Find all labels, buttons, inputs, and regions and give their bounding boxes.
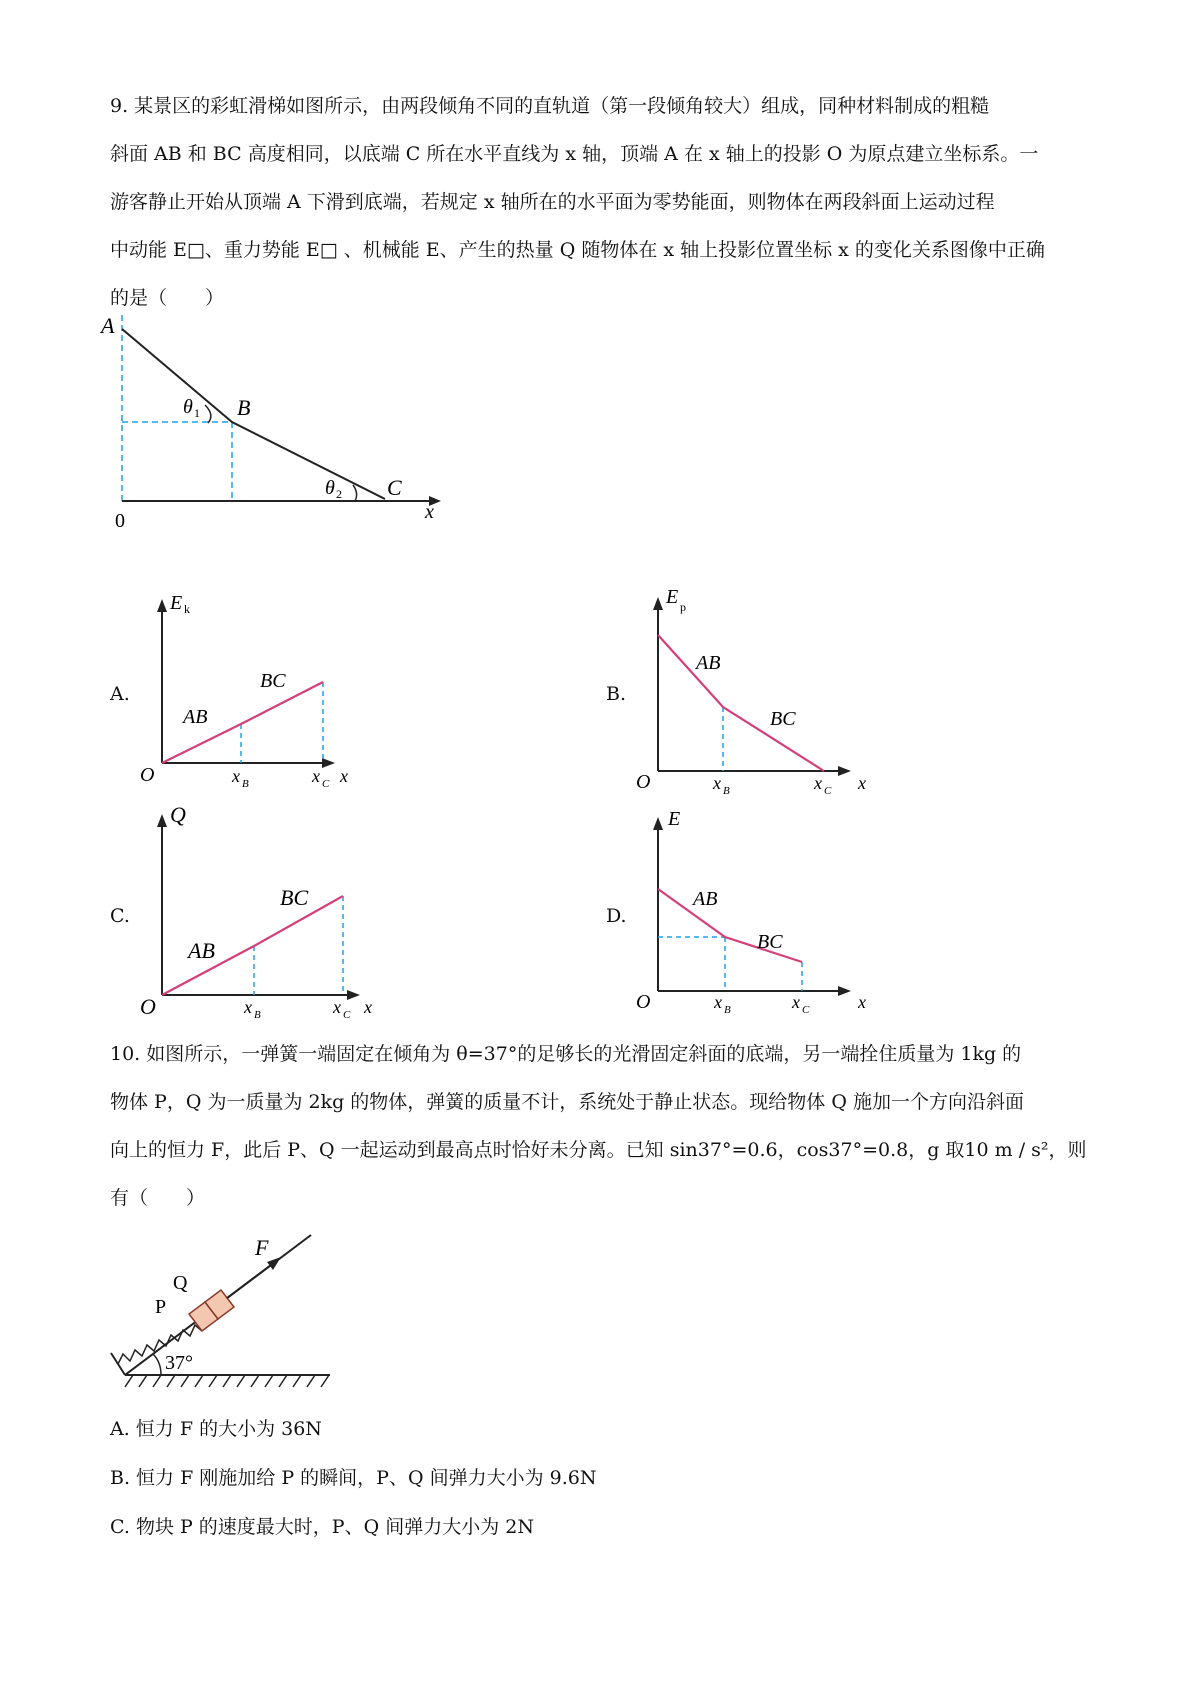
- q10-option-C[interactable]: C. 物块 P 的速度最大时，P、Q 间弹力大小为 2N: [110, 1516, 534, 1538]
- q10-line-4: 有（ ）: [110, 1187, 206, 1209]
- label-B: B: [237, 395, 251, 420]
- y-axis-label: E: [170, 592, 183, 614]
- q9-line-3: 游客静止开始从顶端 A 下滑到底端，若规定 x 轴所在的水平面为零势能面，则物体在两段斜面上运动过程: [110, 191, 995, 213]
- y-axis-sub: p: [680, 600, 686, 614]
- origin-label: O: [140, 764, 155, 786]
- segment-AB-label: AB: [188, 938, 215, 963]
- theta2-arc: [353, 485, 357, 501]
- xC-label: x: [333, 997, 341, 1017]
- label-x: x: [425, 501, 434, 523]
- xB-label: x: [713, 773, 721, 793]
- q10-option-B[interactable]: B. 恒力 F 刚施加给 P 的瞬间，P、Q 间弹力大小为 9.6N: [110, 1467, 597, 1489]
- x-label: x: [858, 992, 866, 1012]
- xC-sub: C: [322, 778, 330, 790]
- label-theta2-sub: 2: [336, 487, 342, 501]
- xC-label: x: [312, 766, 320, 786]
- xB-sub: B: [254, 1009, 261, 1021]
- label-angle: 37°: [165, 1352, 193, 1374]
- y-axis-sub: k: [184, 602, 190, 616]
- q10-line-3: 向上的恒力 F，此后 P、Q 一起运动到最高点时恰好未分离。已知 sin37°=0.6，cos37°=0.8，g 取10 m / s²，则: [110, 1139, 1087, 1161]
- segment-BC-label: BC: [770, 708, 796, 730]
- origin-label: O: [140, 994, 156, 1019]
- label-F: F: [255, 1235, 269, 1260]
- segment-AB-label: AB: [693, 888, 718, 910]
- xB-label: x: [232, 766, 240, 786]
- angle-arc: [153, 1354, 161, 1375]
- segment-BC-label: BC: [280, 885, 309, 910]
- q10-line-2: 物体 P，Q 为一质量为 2kg 的物体，弹簧的质量不计，系统处于静止状态。现给物体 Q 施加一个方向沿斜面: [110, 1091, 1024, 1113]
- segment-AB-label: AB: [183, 706, 208, 728]
- track-AB-BC: [122, 329, 385, 499]
- x-label: x: [340, 766, 348, 786]
- label-theta2: θ: [325, 477, 335, 499]
- segment-BC-label: BC: [757, 931, 783, 953]
- xB-sub: B: [242, 778, 249, 790]
- y-axis-arrow: [653, 817, 663, 830]
- x-axis-arrow: [322, 758, 335, 768]
- label-origin: 0: [115, 510, 125, 532]
- q9-line-2: 斜面 AB 和 BC 高度相同，以底端 C 所在水平直线为 x 轴，顶端 A 在 x 轴上的投影 O 为原点建立坐标系。一: [110, 143, 1039, 165]
- option-A-graph[interactable]: [140, 585, 370, 795]
- option-D-graph[interactable]: [636, 805, 886, 1020]
- option-A-label[interactable]: A.: [110, 683, 130, 705]
- y-axis-label: E: [666, 586, 679, 608]
- label-theta1: θ: [183, 396, 193, 418]
- question-10-text: [110, 1030, 1100, 1222]
- xC-label: x: [792, 992, 800, 1012]
- question-9-text: [110, 82, 1100, 322]
- x-label: x: [858, 773, 866, 793]
- x-axis-arrow: [838, 986, 851, 996]
- segment-AB-label: AB: [696, 652, 721, 674]
- xB-label: x: [244, 997, 252, 1017]
- option-C-graph[interactable]: [140, 800, 400, 1020]
- x-axis-arrow: [347, 990, 360, 1000]
- q9-line-4: 中动能 E□、重力势能 E□ 、机械能 E、产生的热量 Q 随物体在 x 轴上投影位置坐标 x 的变化关系图像中正确: [110, 239, 1045, 261]
- option-D-label[interactable]: D.: [606, 905, 627, 927]
- slide-diagram: [95, 315, 495, 575]
- y-axis-arrow: [157, 814, 167, 827]
- xB-sub: B: [723, 785, 730, 797]
- label-theta1-sub: 1: [194, 406, 200, 420]
- label-Q: Q: [173, 1272, 188, 1294]
- option-B-label[interactable]: B.: [606, 683, 627, 705]
- theta1-arc: [205, 405, 211, 423]
- xB-label: x: [714, 992, 722, 1012]
- label-A: A: [101, 313, 115, 338]
- x-label: x: [364, 997, 372, 1017]
- origin-label: O: [636, 991, 651, 1013]
- y-axis-arrow: [653, 597, 663, 610]
- option-B-graph[interactable]: [636, 585, 886, 800]
- x-axis-arrow: [838, 766, 851, 776]
- xC-sub: C: [343, 1009, 351, 1021]
- xC-label: x: [814, 773, 822, 793]
- origin-label: O: [636, 771, 651, 793]
- Ep-line: [658, 635, 824, 771]
- label-P: P: [155, 1296, 167, 1318]
- xC-sub: C: [802, 1004, 810, 1016]
- y-axis-arrow: [157, 599, 167, 612]
- force-F-arrowhead: [267, 1257, 281, 1270]
- option-C-label[interactable]: C.: [110, 905, 130, 927]
- q10-option-A[interactable]: A. 恒力 F 的大小为 36N: [110, 1418, 322, 1440]
- incline-diagram: [105, 1225, 345, 1400]
- force-F-arrow: [227, 1262, 275, 1298]
- q10-line-1: 10. 如图所示，一弹簧一端固定在倾角为 θ=37°的足够长的光滑固定斜面的底端，另一端拴住质量为 1kg 的: [110, 1043, 1022, 1065]
- xB-sub: B: [724, 1004, 731, 1016]
- xC-sub: C: [824, 785, 832, 797]
- segment-BC-label: BC: [260, 670, 286, 692]
- label-C: C: [387, 475, 402, 500]
- y-axis-label: Q: [170, 802, 186, 827]
- q9-line-1: 9. 某景区的彩虹滑梯如图所示，由两段倾角不同的直轨道（第一段倾角较大）组成，同种材料制成的粗糙: [110, 95, 990, 117]
- q9-line-5: 的是（ ）: [110, 287, 225, 309]
- ground-hatching: [125, 1375, 329, 1387]
- y-axis-label: E: [668, 808, 681, 830]
